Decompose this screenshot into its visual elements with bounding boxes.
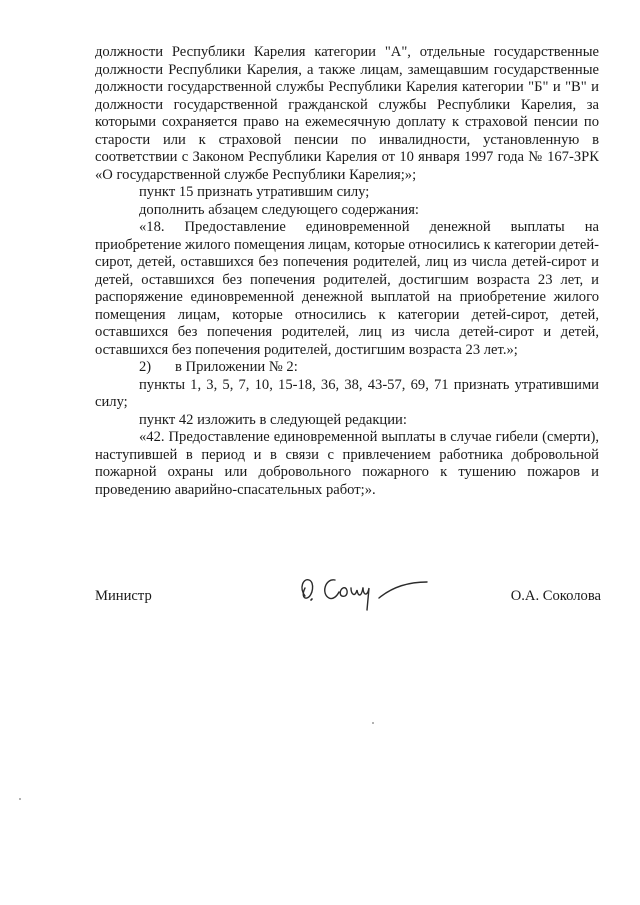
paragraph-continuation: должности Республики Карелия категории "А", отдельные государственные должности Республики Карелия, а также лицам, замещавшим государственные должности государственной службы Республики Карелия категории "Б" и "В" и должности государственной гражданской службы Республики Карелия, за которыми сохраняется право на ежемесячную доплату к страховой пенсии по старости или к страховой пенсии по инвалидности, установленную в соответствии с Законом Республики Карелия от 10 января 1997 года № 167-ЗРК «О государственной службе Республики Карелия;»; xyxy=(95,44,599,183)
signatory-name: О.А. Соколова xyxy=(510,588,601,604)
item-number: 2) xyxy=(139,359,152,375)
signature-block xyxy=(95,580,601,620)
paragraph-item-42-intro: пункт 42 изложить в следующей редакции: xyxy=(139,411,407,428)
paragraph-clause-42: «42. Предоставление единовременной выплаты в случае гибели (смерти), наступившей в период и в связи с привлечением работника добровольной пожарной охраны или добровольного пожарного к тушению пожаров и проведению аварийно-спасательных работ;». xyxy=(95,429,599,498)
paragraph-repealed-items: пункты 1, 3, 5, 7, 10, 15-18, 36, 38, 43-57, 69, 71 признать утратившими силу; xyxy=(95,376,599,410)
paragraph-add-clause: дополнить абзацем следующего содержания: xyxy=(139,201,419,218)
item-text: в Приложении № 2: xyxy=(175,359,298,375)
scan-speck xyxy=(372,722,374,724)
paragraph-clause-18: «18. Предоставление единовременной денежной выплаты на приобретение жилого помещения лицам, которые относились к категории детей-сирот, детей, оставшихся без попечения родителей, лиц из числа детей-сирот и детей, оставшихся без попечения родителей, достигшим возраста 23 лет, и распоряжение единовременной денежной выплатой на приобретение жилого помещения лицам, которые относились к категории детей-сирот, детей, оставшихся без попечения родителей, лиц из числа детей-сирот и детей, оставшихся без попечения родителей, достигшим возраста 23 лет.»; xyxy=(95,219,599,358)
paragraph-appendix-2 xyxy=(95,359,599,377)
signatory-role: Министр xyxy=(95,588,152,604)
scan-speck xyxy=(19,798,21,800)
document-body xyxy=(95,44,599,499)
paragraph-item-15: пункт 15 признать утратившим силу; xyxy=(139,184,370,200)
handwritten-signature xyxy=(295,558,435,618)
